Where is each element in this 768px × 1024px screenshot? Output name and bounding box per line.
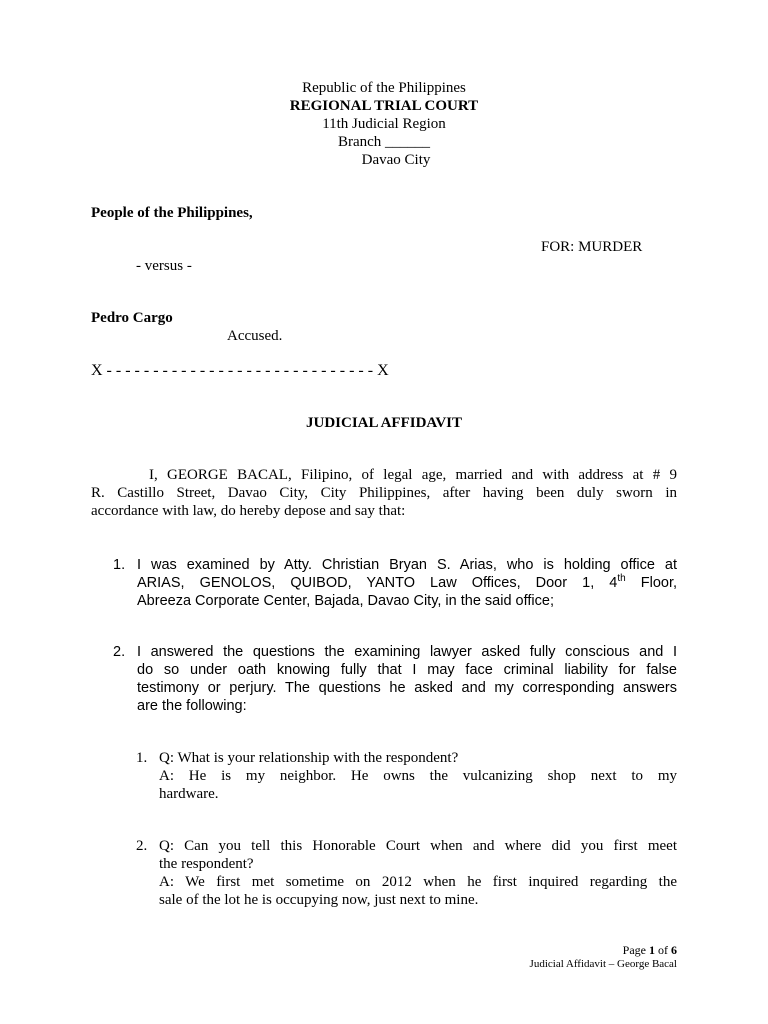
intro-line: accordance with law, do hereby depose and say that: [91,503,406,519]
item-number: 1. [113,557,126,573]
item-line: ARIAS, GENOLOS, QUIBOD, YANTO Law Offices, Door 1, 4th Floor, [137,573,678,591]
answer-line: sale of the lot he is occupying now, just next to mine. [159,892,479,908]
page-number: Page 1 of 6 [622,943,677,957]
question-line: Q: What is your relationship with the respondent? [159,750,459,766]
accused-name: Pedro Cargo [91,310,173,326]
qa-number: 2. [136,838,148,854]
header-republic: Republic of the Philippines [302,80,466,96]
item-line: I was examined by Atty. Christian Bryan S. Arias, who is holding office at [137,557,677,573]
header-court: REGIONAL TRIAL COURT [289,98,479,114]
intro-line: I, GEORGE BACAL, Filipino, of legal age, married and with address at # 9 [149,467,677,483]
charge-label: FOR: MURDER [541,239,643,255]
header-city: Davao City [361,152,431,168]
question-line: Q: Can you tell this Honorable Court when and where did you first meet [159,838,677,854]
footer-document-title: Judicial Affidavit – George Bacal [529,958,677,970]
court-header [0,79,768,169]
answer-line: A: He is my neighbor. He owns the vulcanizing shop next to my [159,768,677,784]
list-item [137,643,677,715]
qa-item [159,749,677,803]
list-item [137,556,677,610]
qa-number: 1. [136,750,148,766]
plaintiff-name: People of the Philippines, [91,205,253,221]
intro-line: R. Castillo Street, Davao City, City Philippines, after having been duly sworn in [91,485,677,501]
document-title: JUDICIAL AFFIDAVIT [305,415,462,431]
item-line: testimony or perjury. The questions he asked and my corresponding answers [137,680,677,696]
item-line: I answered the questions the examining lawyer asked fully conscious and I [137,644,677,660]
header-region: 11th Judicial Region [322,116,446,132]
item-line: do so under oath knowing fully that I may face criminal liability for false [137,662,677,678]
qa-item [159,837,677,909]
header-branch: Branch ______ [337,134,431,150]
answer-line: A: We first met sometime on 2012 when he first inquired regarding the [159,874,677,890]
versus-label: - versus - [136,258,192,274]
item-line: are the following: [137,698,247,714]
answer-line: hardware. [159,786,219,802]
caption-separator: X - - - - - - - - - - - - - - - - - - - - - - - - - - - - - X [91,362,389,379]
question-line: the respondent? [159,856,254,872]
accused-label: Accused. [227,328,283,344]
item-number: 2. [113,644,126,660]
item-line: Abreeza Corporate Center, Bajada, Davao City, in the said office; [137,593,554,609]
intro-paragraph [91,466,677,520]
